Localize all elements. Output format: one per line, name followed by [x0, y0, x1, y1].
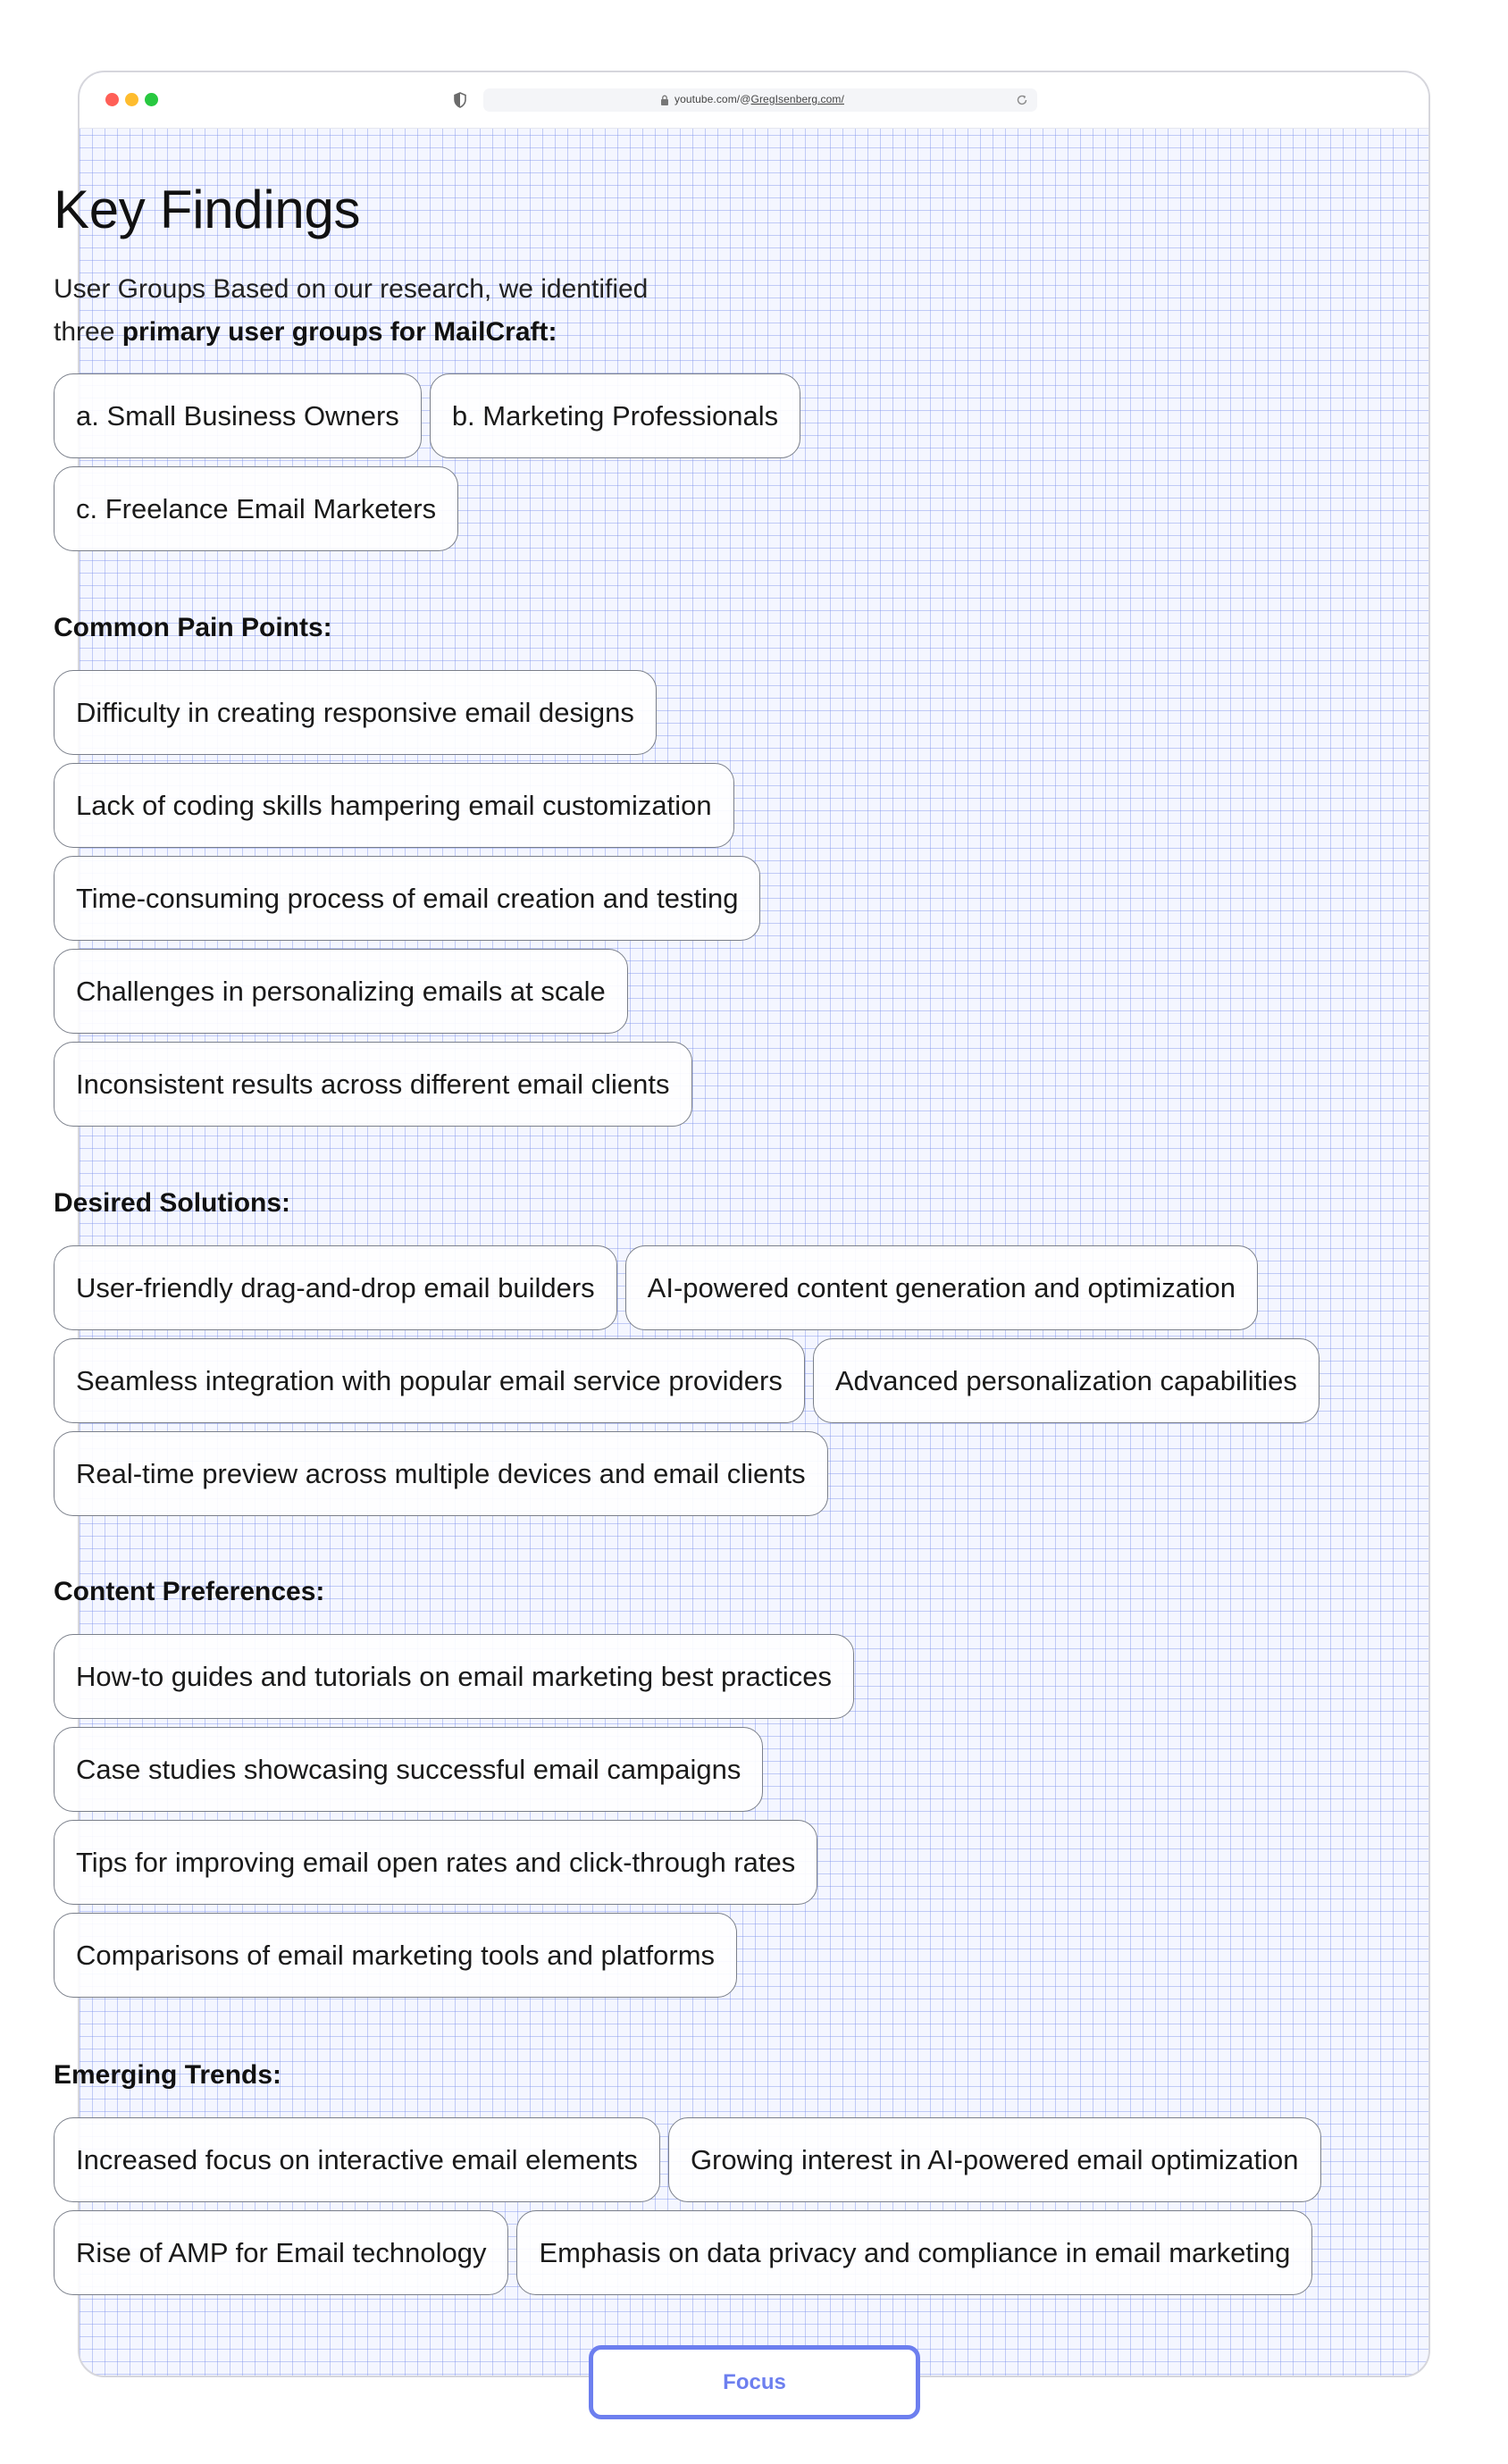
minimize-window-icon[interactable]	[125, 93, 138, 106]
finding-chip[interactable]: Time-consuming process of email creation and testing	[54, 856, 760, 941]
finding-chip[interactable]: Rise of AMP for Email technology	[54, 2210, 508, 2295]
focus-button[interactable]: Focus	[589, 2345, 920, 2419]
finding-chip[interactable]: Difficulty in creating responsive email designs	[54, 670, 657, 755]
chip-row	[54, 856, 1403, 941]
finding-chip[interactable]: c. Freelance Email Marketers	[54, 466, 458, 551]
pain-points-list	[54, 670, 1403, 1135]
chip-row	[54, 373, 1403, 458]
content-preferences-heading: Content Preferences:	[54, 1577, 325, 1606]
chip-row	[54, 949, 1403, 1034]
chip-row	[54, 1042, 1403, 1127]
finding-chip[interactable]: Emphasis on data privacy and compliance in email marketing	[516, 2210, 1312, 2295]
finding-chip[interactable]: Growing interest in AI-powered email optimization	[668, 2117, 1321, 2202]
chip-row	[54, 2210, 1403, 2295]
chip-row	[54, 1634, 1403, 1719]
chip-row	[54, 1727, 1403, 1812]
content-preferences-list	[54, 1634, 1403, 2006]
maximize-window-icon[interactable]	[145, 93, 158, 106]
finding-chip[interactable]: Seamless integration with popular email service providers	[54, 1338, 805, 1423]
finding-chip[interactable]: Challenges in personalizing emails at scale	[54, 949, 628, 1034]
finding-chip[interactable]: Inconsistent results across different email clients	[54, 1042, 692, 1127]
browser-toolbar	[80, 72, 1428, 129]
solutions-list	[54, 1245, 1403, 1524]
user-groups	[54, 373, 1403, 559]
emerging-trends-list	[54, 2117, 1403, 2303]
finding-chip[interactable]: Lack of coding skills hampering email customization	[54, 763, 734, 848]
page-title: Key Findings	[54, 180, 361, 239]
chip-row	[54, 1245, 1403, 1330]
chip-row	[54, 1913, 1403, 1998]
pain-points-heading: Common Pain Points:	[54, 613, 332, 642]
finding-chip[interactable]: Increased focus on interactive email elements	[54, 2117, 660, 2202]
finding-chip[interactable]: User-friendly drag-and-drop email builders	[54, 1245, 617, 1330]
solutions-heading: Desired Solutions:	[54, 1188, 291, 1218]
finding-chip[interactable]: Real-time preview across multiple devices and email clients	[54, 1431, 828, 1516]
chip-row	[54, 670, 1403, 755]
finding-chip[interactable]: Case studies showcasing successful email campaigns	[54, 1727, 763, 1812]
intro-text: User Groups Based on our research, we identified three primary user groups for MailCraft:	[54, 274, 649, 347]
finding-chip[interactable]: How-to guides and tutorials on email marketing best practices	[54, 1634, 854, 1719]
chip-row	[54, 466, 1403, 551]
chip-row	[54, 1431, 1403, 1516]
chip-row	[54, 763, 1403, 848]
emerging-trends-heading: Emerging Trends:	[54, 2060, 282, 2090]
chip-row	[54, 2117, 1403, 2202]
close-window-icon[interactable]	[105, 93, 119, 106]
url-text: youtube.com/@GregIsenberg.com/	[674, 93, 844, 105]
chip-row	[54, 1820, 1403, 1905]
reload-icon[interactable]	[1016, 94, 1028, 106]
chip-row	[54, 1338, 1403, 1423]
address-bar[interactable]	[483, 88, 1037, 112]
finding-chip[interactable]: a. Small Business Owners	[54, 373, 422, 458]
shield-icon[interactable]	[453, 92, 467, 108]
finding-chip[interactable]: b. Marketing Professionals	[430, 373, 800, 458]
finding-chip[interactable]: Advanced personalization capabilities	[813, 1338, 1320, 1423]
lock-icon	[660, 95, 669, 105]
finding-chip[interactable]: AI-powered content generation and optimization	[625, 1245, 1258, 1330]
finding-chip[interactable]: Tips for improving email open rates and click-through rates	[54, 1820, 817, 1905]
finding-chip[interactable]: Comparisons of email marketing tools and platforms	[54, 1913, 737, 1998]
